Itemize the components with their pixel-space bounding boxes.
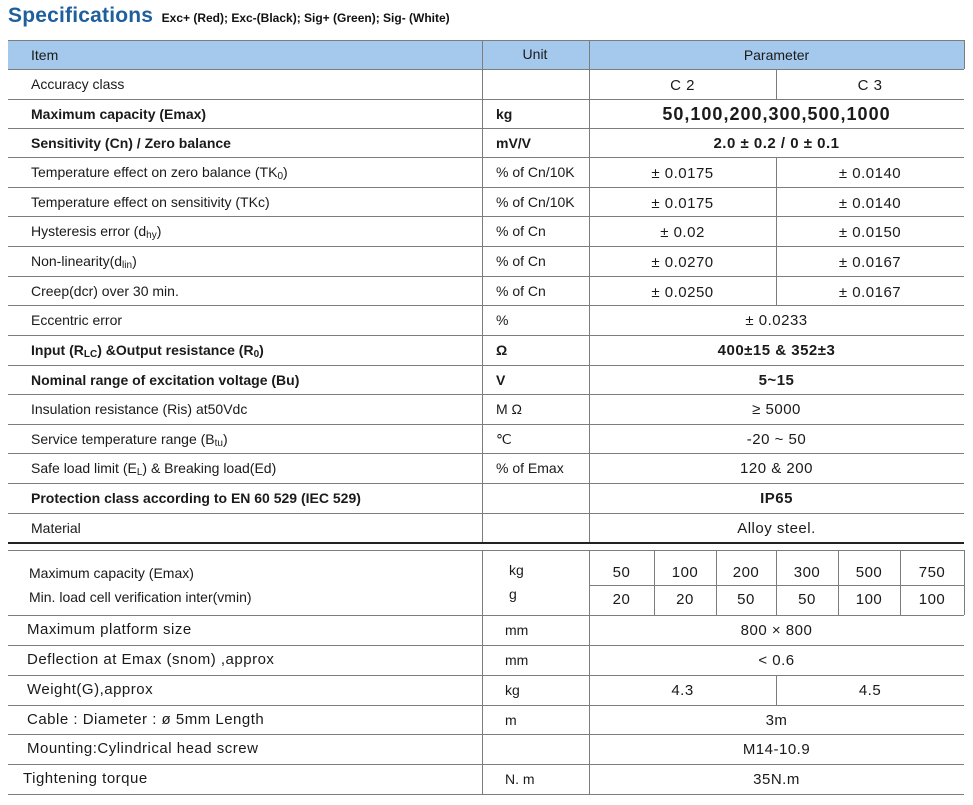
item-text: Temperature effect on zero balance (TK [31, 164, 278, 180]
item-text: ) &Output resistance (R [97, 342, 254, 358]
row-divider [8, 513, 964, 514]
param-c2: ± 0.0175 [651, 165, 714, 182]
row-item [31, 312, 122, 328]
row-unit: mm [505, 622, 529, 638]
row-item [31, 106, 206, 122]
row-divider [8, 99, 964, 100]
param-c2: 4.3 [671, 682, 694, 699]
param-value: 800 × 800 [740, 622, 813, 639]
param-value: 2.0 ± 0.2 / 0 ± 0.1 [713, 135, 840, 152]
row-unit: % of Cn [496, 283, 546, 299]
vmin-value: 100 [855, 591, 883, 608]
item-text: Insulation resistance (Ris) at50Vdc [31, 401, 248, 417]
param-value: 35N.m [753, 771, 800, 788]
row-item [31, 194, 270, 210]
row-unit: mV/V [496, 135, 532, 151]
item-text: Hysteresis error (d [31, 223, 147, 239]
row-item [31, 283, 179, 299]
row-unit: kg [496, 106, 513, 122]
row-unit: Ω [496, 342, 508, 358]
item-text: Eccentric error [31, 312, 123, 328]
row-divider [8, 394, 964, 395]
item-text: Input (R [31, 342, 84, 358]
row-divider [8, 335, 964, 336]
param-c2: ± 0.0175 [651, 195, 714, 212]
param-c3: ± 0.0167 [838, 254, 902, 271]
column-divider [482, 40, 483, 542]
row-unit: ℃ [496, 431, 512, 447]
row-item: Cable : Diameter : ø 5mm Length [27, 711, 265, 728]
capacity-value: 500 [855, 564, 883, 581]
header-parameter: Parameter [743, 47, 810, 63]
row-item [31, 223, 161, 242]
param-c3: ± 0.0167 [838, 284, 902, 301]
param-c2: ± 0.02 [660, 224, 705, 241]
row-divider [8, 483, 964, 484]
row-item: Maximum capacity (Emax) [29, 565, 194, 581]
row-divider [8, 365, 964, 366]
row-item [31, 460, 276, 479]
row-unit: N. m [505, 771, 535, 787]
row-unit: mm [505, 652, 529, 668]
capacity-value: 100 [671, 564, 699, 581]
subscript-text: LC [83, 349, 98, 360]
row-item [31, 431, 228, 450]
item-text: ) [156, 223, 162, 239]
row-item [31, 164, 288, 183]
row-item [31, 520, 81, 536]
row-item: Tightening torque [23, 770, 148, 787]
column-divider [482, 550, 483, 794]
row-item [31, 372, 299, 388]
row-divider [8, 453, 964, 454]
row-divider [8, 276, 964, 277]
param-value: M14-10.9 [742, 741, 811, 758]
row-item [31, 490, 361, 506]
row-divider [8, 157, 964, 158]
item-text: Non-linearity(d [31, 253, 123, 269]
row-item: Min. load cell verification inter(vmin) [29, 589, 252, 605]
item-text: Protection class according to EN 60 529 (IEC 529) [31, 490, 361, 506]
row-item: Deflection at Emax (snom) ,approx [27, 651, 275, 668]
capacity-value: 200 [732, 564, 760, 581]
capacity-value: 750 [918, 564, 946, 581]
row-item [31, 135, 231, 151]
row-unit: % of Emax [496, 460, 564, 476]
item-text: ) [259, 342, 264, 358]
item-text: Creep(dcr) over 30 min. [31, 283, 179, 299]
vmin-value: 50 [798, 591, 816, 608]
row-item: Weight(G),approx [27, 681, 154, 698]
item-text: ) [222, 431, 228, 447]
row-divider [8, 734, 964, 735]
param-value: 5~15 [758, 372, 795, 389]
item-text: Material [31, 520, 81, 536]
row-unit: m [505, 712, 517, 728]
vmin-value: 50 [737, 591, 755, 608]
row-item [31, 401, 247, 417]
param-value: 400±15 & 352±3 [717, 342, 836, 359]
item-text: Sensitivity (Cn) / Zero balance [31, 135, 231, 151]
row-divider [8, 645, 964, 646]
table-top-border [8, 40, 964, 41]
param-value: 120 & 200 [740, 460, 813, 477]
row-divider [8, 675, 964, 676]
vmin-value: 20 [676, 591, 694, 608]
subscript-text: 0 [253, 349, 260, 360]
subscript-text: 0 [277, 171, 283, 182]
row-divider [8, 424, 964, 425]
row-divider [8, 128, 964, 129]
row-item: Maximum platform size [27, 621, 192, 638]
capacity-value: 50 [612, 564, 631, 581]
param-value: ± 0.0233 [745, 312, 808, 329]
row-unit: % of Cn [496, 253, 546, 269]
row-item: Mounting:Cylindrical head screw [27, 740, 259, 757]
row-unit: % [496, 312, 509, 328]
wire-color-legend: Exc+ (Red); Exc-(Black); Sig+ (Green); Sig- (White) [161, 11, 450, 25]
subscript-text: tu [214, 438, 223, 449]
row-divider [8, 305, 964, 306]
param-c2: ± 0.0270 [651, 254, 714, 271]
row-unit: kg [505, 682, 520, 698]
row-divider [8, 705, 964, 706]
item-text: Temperature effect on sensitivity (TKc) [31, 194, 270, 210]
row-item [31, 253, 137, 272]
param-value: < 0.6 [758, 652, 795, 669]
param-c3: C 3 [857, 77, 883, 94]
param-c2: C 2 [670, 77, 695, 94]
item-text: Accuracy class [31, 76, 125, 92]
param-c3: ± 0.0150 [838, 224, 902, 241]
item-text: ) & Breaking load(Ed) [142, 460, 277, 476]
param-c3: ± 0.0140 [838, 195, 902, 212]
vmin-value: 20 [612, 591, 631, 608]
param-value: ≥ 5000 [752, 401, 801, 418]
param-c3: ± 0.0140 [838, 165, 902, 182]
row-unit: % of Cn/10K [496, 164, 575, 180]
item-text: ) [283, 164, 288, 180]
page-title: Specifications [8, 4, 154, 27]
row-item [31, 76, 124, 92]
row-unit: % of Cn/10K [496, 194, 575, 210]
param-c2: ± 0.0250 [651, 284, 714, 301]
row-divider [8, 794, 964, 795]
header-item: Item [31, 47, 59, 63]
item-text: ) [132, 253, 137, 269]
subscript-text: lin [122, 260, 133, 271]
row-divider [8, 187, 964, 188]
row-unit: g [509, 586, 517, 602]
row-unit: kg [509, 562, 524, 578]
page-heading [8, 4, 450, 28]
subscript-text: L [136, 467, 143, 478]
row-unit: M Ω [496, 401, 523, 417]
capacity-value: 300 [793, 564, 821, 581]
param-value: -20 ~ 50 [746, 431, 807, 448]
row-divider [8, 246, 964, 247]
subscript-text: hy [146, 230, 157, 241]
table-top-border [8, 550, 964, 551]
row-divider [8, 69, 964, 70]
param-value: 50,100,200,300,500,1000 [662, 104, 891, 124]
param-value: IP65 [760, 490, 793, 507]
header-unit: Unit [522, 46, 548, 62]
row-item [31, 342, 264, 361]
column-divider [964, 550, 965, 615]
param-c3: 4.5 [858, 682, 882, 699]
item-text: Service temperature range (B [31, 431, 215, 447]
row-divider [8, 542, 964, 544]
item-text: Maximum capacity (Emax) [31, 106, 207, 122]
row-divider [8, 764, 964, 765]
param-value: 3m [765, 712, 788, 729]
item-text: Safe load limit (E [31, 460, 137, 476]
row-unit: % of Cn [496, 223, 546, 239]
row-divider [8, 216, 964, 217]
param-value: Alloy steel. [737, 520, 816, 537]
column-divider [964, 40, 965, 69]
item-text: Nominal range of excitation voltage (Bu) [31, 372, 300, 388]
row-unit: V [496, 372, 506, 388]
vmin-value: 100 [918, 591, 946, 608]
row-divider [8, 615, 964, 616]
